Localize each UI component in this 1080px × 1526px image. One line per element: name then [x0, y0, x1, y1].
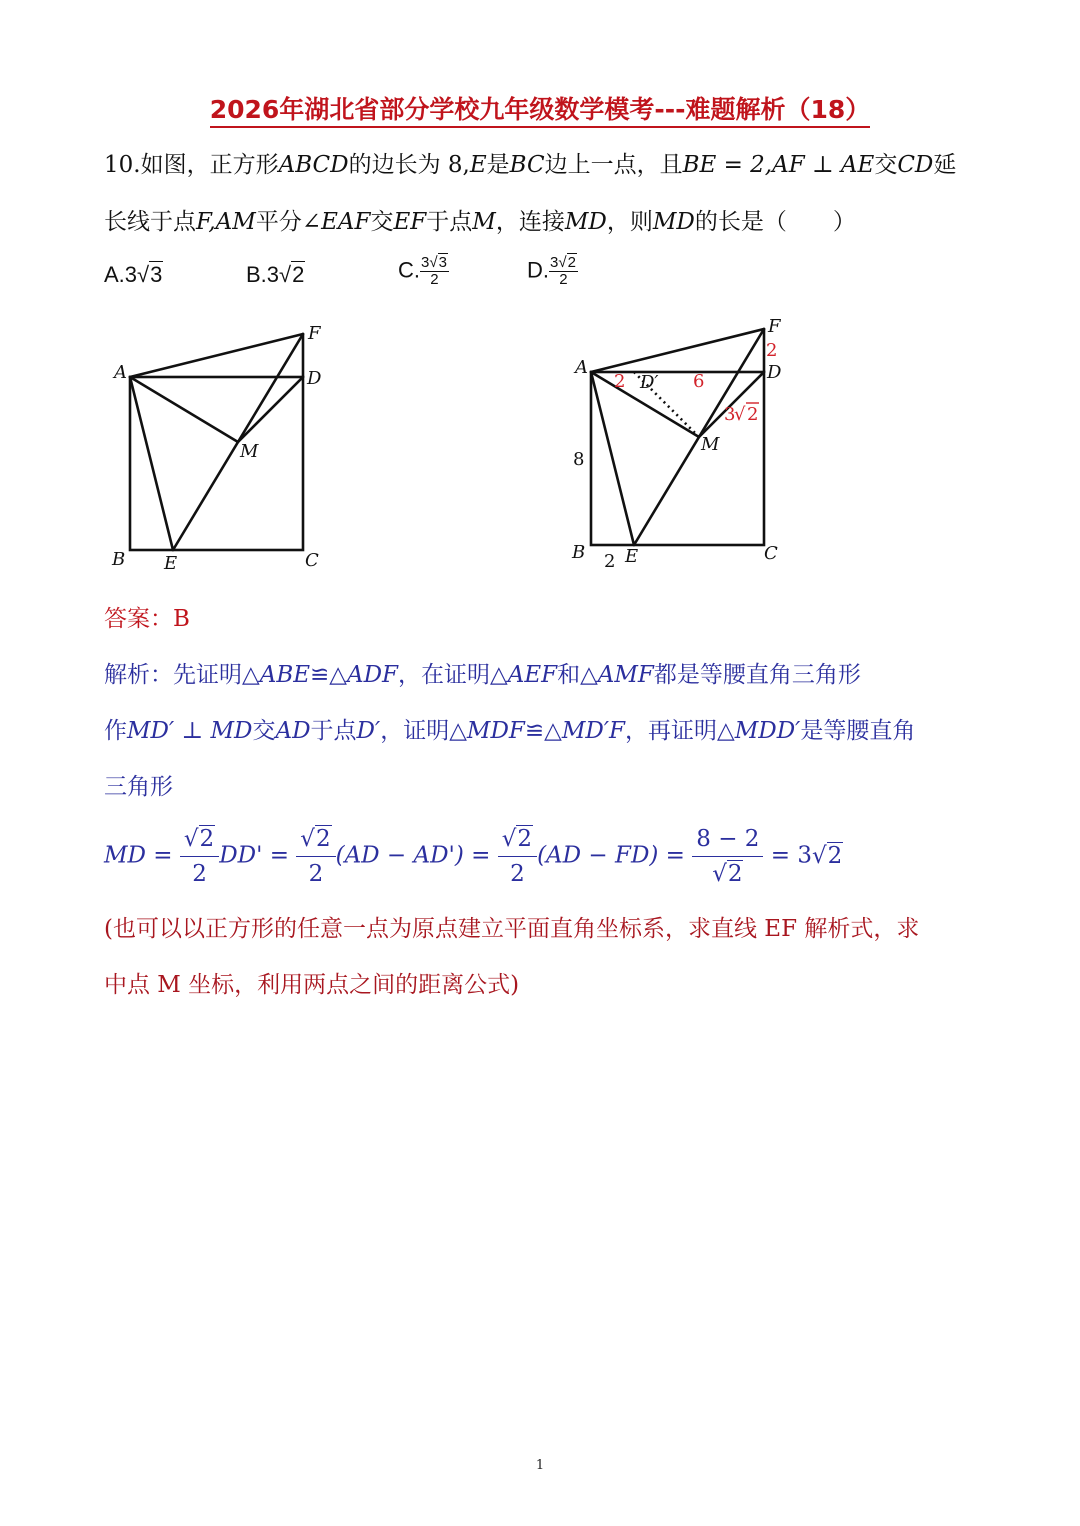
math: MDD′: [734, 718, 801, 744]
math: E: [469, 152, 487, 178]
math: ABE: [259, 662, 311, 688]
formula-lhs: MD =: [104, 842, 173, 869]
radicand: 3: [150, 262, 163, 287]
text: 于点: [310, 718, 357, 744]
question-line-2: [104, 203, 856, 236]
denominator: 2: [559, 271, 568, 288]
segment-ae: [591, 372, 634, 545]
segment-am: [130, 377, 238, 442]
sqrt-sign: √2: [811, 842, 843, 869]
segment-ae: [130, 377, 173, 550]
formula-result-prefix: = 3: [770, 842, 812, 869]
math: F,AM: [196, 209, 256, 235]
text: ，再证明△: [625, 718, 735, 744]
math: MDF: [466, 718, 525, 744]
math: MD: [564, 209, 607, 235]
option-a: [104, 262, 163, 288]
text: 解析：先证明△: [104, 662, 260, 688]
label-d-prime: D′: [640, 372, 659, 393]
page-title: 2026年湖北省部分学校九年级数学模考---难题解析（18）: [0, 90, 1080, 126]
label-m: M: [701, 434, 720, 455]
fraction-4: $\frac{8 - 2}{√2}$: [692, 822, 763, 891]
numerator: 8 − 2: [692, 822, 763, 857]
denominator: 2: [192, 861, 207, 887]
formula-term-2: (AD − AD') =: [335, 842, 491, 869]
text: ，在证明△: [398, 662, 508, 688]
page-number: 1: [535, 1458, 545, 1473]
option-c: [398, 255, 449, 288]
text: 都是等腰直角三角形: [653, 662, 861, 688]
figure-left: [100, 315, 340, 575]
annotation-fd: 2: [766, 340, 778, 361]
formula: [104, 822, 843, 891]
text: 的长是（ ）: [694, 209, 856, 235]
note-line-2: 中点 M 坐标，利用两点之间的距离公式): [104, 972, 520, 998]
text: 是等腰直角: [800, 718, 916, 744]
fraction: $\frac{3√2}{2}$: [550, 254, 576, 288]
annotation-md-sqrt: √: [734, 404, 746, 425]
option-d-prefix: D.: [527, 257, 549, 283]
math: AMF: [597, 662, 654, 688]
text: ，则: [606, 209, 653, 235]
fraction: $\frac{3√3}{2}$: [421, 254, 447, 288]
math: EF: [393, 209, 427, 235]
denominator: 2: [510, 861, 525, 887]
text: 10.如图，正方形: [104, 152, 279, 178]
sqrt-sign: √2: [279, 262, 305, 287]
label-e: E: [625, 546, 639, 567]
text: 的边长为 8,: [348, 152, 470, 178]
math: BC: [509, 152, 545, 178]
text: 长线于点: [104, 209, 196, 235]
math: ABCD: [278, 152, 349, 178]
analysis-line-2: [104, 712, 915, 745]
radicand: 2: [199, 826, 215, 852]
answer: 答案：B: [104, 606, 190, 632]
math: AEF: [507, 662, 558, 688]
formula-term-3: (AD − FD) =: [537, 842, 685, 869]
radicand: 2: [517, 826, 533, 852]
radicand: 3: [438, 254, 447, 271]
math: MD: [652, 209, 695, 235]
label-a: A: [114, 362, 127, 383]
label-e: E: [164, 553, 178, 574]
label-f: F: [768, 316, 781, 337]
label-b: B: [572, 542, 586, 563]
denominator: 2: [308, 861, 324, 887]
note-line-1: (也可以以正方形的任意一点为原点建立平面直角坐标系，求直线 EF 解析式，求: [104, 916, 920, 942]
coef: 3: [550, 254, 559, 271]
math: MD′F: [561, 718, 625, 744]
formula-term-1: DD' =: [219, 842, 289, 869]
segment-af: [130, 334, 303, 377]
option-a-prefix: A.3: [104, 262, 138, 287]
annotation-ad-part: 2: [614, 371, 626, 392]
fraction-2: $\frac{√2}{2}$: [296, 822, 335, 891]
option-b-prefix: B.3: [246, 262, 280, 287]
question-line-1: [104, 146, 956, 179]
option-d: [527, 255, 578, 288]
text: 平分: [255, 209, 302, 235]
math: AD: [275, 718, 311, 744]
label-c: C: [764, 543, 778, 564]
math: CD: [897, 152, 934, 178]
text: 于点: [426, 209, 473, 235]
label-d: D: [307, 368, 322, 389]
radicand: 2: [315, 826, 331, 852]
text: ，连接: [495, 209, 565, 235]
radicand: 2: [827, 842, 843, 869]
text: ≌△: [524, 718, 562, 744]
radicand: 2: [727, 861, 743, 887]
annotation-side-8: 8: [573, 449, 585, 470]
analysis-line-3: 三角形: [104, 774, 173, 800]
label-d: D: [767, 362, 782, 383]
label-b: B: [112, 549, 126, 570]
annotation-md-coef: 3: [724, 404, 736, 425]
text: ，证明△: [380, 718, 467, 744]
option-b: [246, 262, 305, 288]
text: 作: [104, 718, 127, 744]
fraction-1: $\frac{√2}{2}$: [180, 822, 219, 891]
label-m: M: [240, 441, 259, 462]
segment-af: [591, 329, 764, 372]
text: 延: [933, 152, 957, 178]
radicand: 2: [292, 262, 305, 287]
label-c: C: [305, 550, 319, 571]
math: BE = 2,AF ⊥ AE: [682, 152, 875, 178]
text: 交: [370, 209, 394, 235]
text: 和△: [557, 662, 598, 688]
annotation-be-2: 2: [604, 551, 616, 572]
radicand: 2: [567, 254, 576, 271]
text: 交: [874, 152, 898, 178]
label-a: A: [575, 357, 588, 378]
math: MD′ ⊥ MD: [127, 718, 253, 744]
option-c-prefix: C.: [398, 257, 420, 283]
sqrt-sign: √3: [137, 262, 163, 287]
text: ≌△: [310, 662, 347, 688]
annotation-md-rad: 2: [747, 404, 759, 425]
text: 交: [252, 718, 276, 744]
fraction-3: $\frac{√2}{2}$: [498, 822, 537, 891]
denominator: 2: [430, 271, 439, 288]
math: ADF: [346, 662, 398, 688]
annotation-d-part: 6: [693, 371, 705, 392]
label-f: F: [308, 323, 321, 344]
figure-right: [560, 310, 800, 575]
math: M: [472, 209, 496, 235]
text: 是: [486, 152, 510, 178]
coef: 3: [421, 254, 430, 271]
analysis-line-1: [104, 656, 861, 689]
math: ∠EAF: [301, 209, 371, 235]
text: 边上一点，且: [544, 152, 683, 178]
math: D′: [356, 718, 381, 744]
